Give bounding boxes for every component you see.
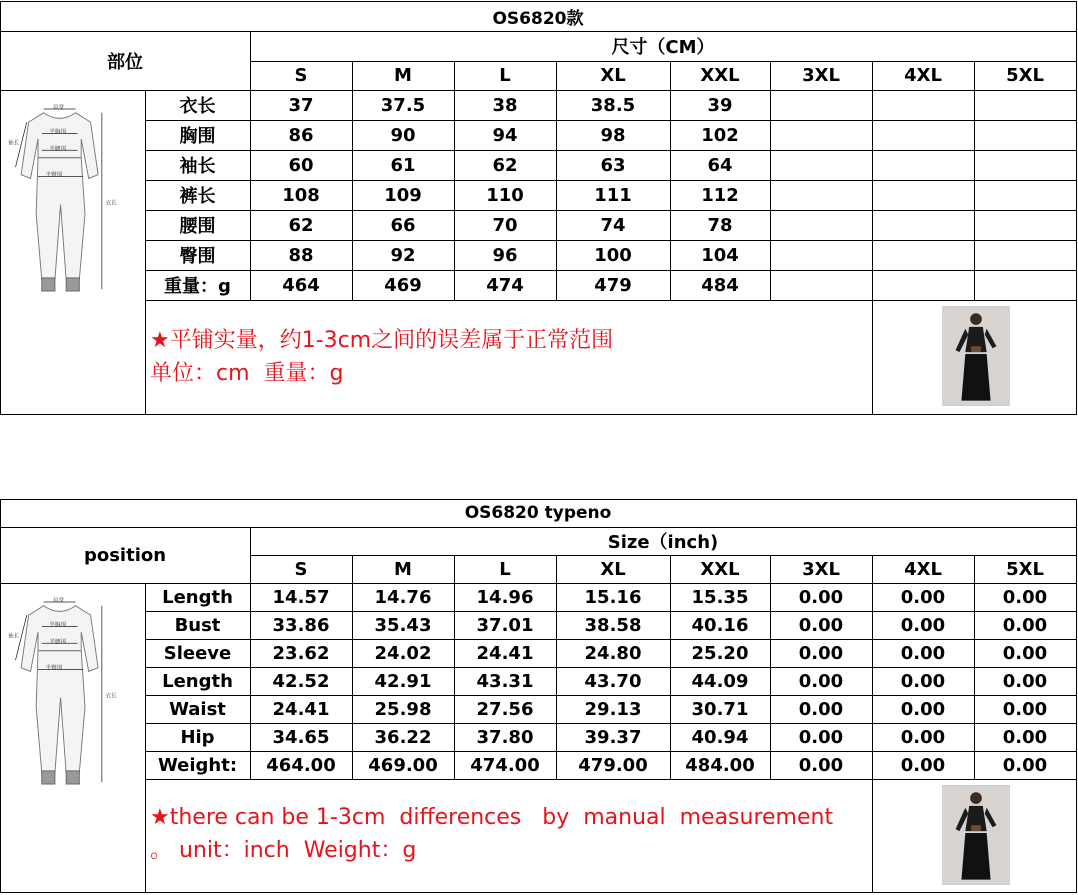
bottom-note-line1: ★there can be 1-3cm differences by manual measurement	[150, 805, 834, 830]
bottom-cell: 29.13	[584, 698, 642, 720]
top-note-line2: 单位：cm 重量：g	[150, 361, 344, 386]
grid-line	[872, 779, 873, 893]
bottom-cell: 0.00	[900, 726, 946, 748]
garment-measure-diagram	[8, 100, 130, 300]
grid-line	[0, 499, 1, 893]
bottom-cell: 0.00	[798, 670, 844, 692]
bottom-cell: 0.00	[1002, 698, 1048, 720]
bottom-cell: 0.00	[900, 614, 946, 636]
bottom-cell: 0.00	[900, 698, 946, 720]
top-cell: 61	[390, 154, 416, 176]
grid-line	[145, 611, 1077, 612]
bottom-position-label: position	[83, 544, 167, 566]
grid-line	[0, 1, 1, 415]
bottom-cell: 479.00	[578, 754, 648, 776]
top-cell	[974, 150, 1076, 180]
top-cell: 70	[492, 214, 518, 236]
top-size-col: S	[294, 65, 308, 86]
top-cell: 102	[701, 124, 739, 146]
top-cell: 104	[701, 244, 739, 266]
grid-line	[145, 667, 1077, 668]
bottom-cell: 40.94	[691, 726, 749, 748]
top-row-label: 重量：g	[164, 276, 231, 297]
top-cell: 464	[282, 274, 320, 296]
top-row-label: 腰围	[179, 216, 216, 237]
top-cell: 63	[600, 154, 626, 176]
grid-line	[145, 695, 1077, 696]
top-cell: 96	[492, 244, 518, 266]
top-cell	[770, 90, 872, 120]
top-size-col: M	[394, 65, 412, 86]
top-cell	[770, 270, 872, 300]
diagram-label-shoulder: 肩宽	[53, 104, 65, 111]
top-size-col: 5XL	[1006, 65, 1044, 86]
bottom-cell: 38.58	[584, 614, 642, 636]
bottom-size-header: Size（inch)	[607, 532, 719, 553]
grid-line	[145, 583, 146, 893]
top-note-line1: ★平铺实量，约1-3cm之间的误差属于正常范围	[150, 328, 614, 353]
top-row-label: 袖长	[179, 156, 216, 177]
bottom-cell: 464.00	[266, 754, 336, 776]
bottom-cell: 0.00	[900, 754, 946, 776]
top-cell: 90	[390, 124, 416, 146]
top-cell	[872, 210, 974, 240]
top-cell: 111	[594, 184, 632, 206]
bottom-cell: 40.16	[691, 614, 749, 636]
diagram-label-hip: 半臀围	[45, 665, 63, 672]
bottom-size-col: M	[394, 558, 412, 580]
bottom-row-label: Sleeve	[163, 642, 232, 664]
bottom-cell: 24.41	[272, 698, 330, 720]
top-cell: 98	[600, 124, 626, 146]
grid-line	[145, 751, 1077, 752]
bottom-cell: 0.00	[798, 754, 844, 776]
top-cell	[770, 150, 872, 180]
model-photo	[942, 785, 1010, 885]
top-cell: 38.5	[590, 94, 636, 116]
bottom-row-label: Waist	[169, 698, 226, 720]
top-cell	[974, 210, 1076, 240]
grid-line	[145, 639, 1077, 640]
bottom-cell: 0.00	[1002, 642, 1048, 664]
model-figure-icon	[942, 306, 1010, 406]
bottom-cell: 24.80	[584, 642, 642, 664]
grid-line	[145, 150, 1077, 151]
bottom-cell: 25.20	[691, 642, 749, 664]
diagram-label-hip: 半臀围	[45, 172, 63, 179]
top-cell: 479	[594, 274, 632, 296]
diagram-label-waist: 半腰围	[49, 146, 67, 153]
model-photo	[942, 306, 1010, 406]
bottom-cell: 0.00	[798, 614, 844, 636]
grid-line	[352, 555, 353, 780]
bottom-cell: 37.80	[476, 726, 534, 748]
diagram-label-waist: 半腰围	[49, 639, 67, 646]
grid-line	[0, 414, 1077, 415]
bottom-cell: 15.16	[584, 586, 642, 608]
top-cell: 38	[492, 94, 518, 116]
bottom-row-label: Weight:	[157, 754, 238, 776]
top-cell: 60	[288, 154, 314, 176]
top-cell: 37.5	[380, 94, 426, 116]
top-cell: 108	[282, 184, 320, 206]
diagram-label-bust: 半胸围	[49, 129, 67, 136]
grid-line	[145, 210, 1077, 211]
bottom-cell: 0.00	[1002, 586, 1048, 608]
top-title: OS6820款	[492, 8, 584, 29]
grid-line	[974, 555, 975, 780]
grid-line	[872, 555, 873, 780]
grid-line	[145, 779, 1077, 780]
bottom-cell: 0.00	[798, 698, 844, 720]
bottom-cell: 14.57	[272, 586, 330, 608]
grid-line	[770, 555, 771, 780]
grid-line	[145, 180, 1077, 181]
bottom-cell: 0.00	[1002, 670, 1048, 692]
grid-line	[556, 555, 557, 780]
bottom-cell: 23.62	[272, 642, 330, 664]
diagram-label-length: 衣长	[105, 693, 117, 700]
bottom-title: OS6820 typeno	[464, 503, 612, 523]
top-size-col: XL	[600, 65, 626, 86]
top-cell	[872, 180, 974, 210]
bottom-cell: 35.43	[374, 614, 432, 636]
grid-line	[1076, 1, 1077, 415]
bottom-row-label: Bust	[174, 614, 221, 636]
bottom-cell: 36.22	[374, 726, 432, 748]
top-cell: 64	[707, 154, 733, 176]
bottom-cell: 25.98	[374, 698, 432, 720]
top-cell	[974, 240, 1076, 270]
top-cell: 62	[288, 214, 314, 236]
top-cell	[872, 150, 974, 180]
grid-line	[872, 61, 873, 301]
top-cell: 109	[384, 184, 422, 206]
bottom-size-col: XL	[600, 558, 626, 580]
bottom-cell: 0.00	[798, 586, 844, 608]
bottom-cell: 39.37	[584, 726, 642, 748]
bottom-cell: 30.71	[691, 698, 749, 720]
top-cell	[872, 240, 974, 270]
top-row-label: 裤长	[179, 186, 216, 207]
bottom-cell: 0.00	[1002, 614, 1048, 636]
bottom-cell: 0.00	[798, 726, 844, 748]
top-cell: 39	[707, 94, 733, 116]
bottom-cell: 0.00	[900, 642, 946, 664]
bottom-cell: 24.41	[476, 642, 534, 664]
bottom-note-line2: 。 unit：inch Weight：g	[150, 838, 417, 863]
top-size-col: 3XL	[802, 65, 840, 86]
grid-line	[250, 527, 251, 780]
top-position-label: 部位	[107, 51, 143, 73]
bottom-cell: 14.96	[476, 586, 534, 608]
grid-line	[145, 240, 1077, 241]
top-size-header: 尺寸（CM）	[611, 37, 715, 58]
top-cell	[974, 180, 1076, 210]
grid-line	[0, 892, 1077, 893]
bottom-size-col: 4XL	[904, 558, 942, 580]
bottom-cell: 33.86	[272, 614, 330, 636]
bottom-cell: 37.01	[476, 614, 534, 636]
top-cell: 112	[701, 184, 739, 206]
top-cell	[872, 270, 974, 300]
bottom-cell: 0.00	[798, 642, 844, 664]
bottom-cell: 34.65	[272, 726, 330, 748]
bottom-cell: 484.00	[685, 754, 755, 776]
grid-line	[872, 300, 873, 415]
bottom-cell: 0.00	[900, 670, 946, 692]
bottom-size-col: L	[499, 558, 511, 580]
model-figure-icon	[942, 785, 1010, 885]
diagram-label-length: 衣长	[105, 200, 117, 207]
bottom-cell: 469.00	[368, 754, 438, 776]
grid-line	[352, 61, 353, 301]
grid-line	[454, 555, 455, 780]
grid-line	[145, 723, 1077, 724]
grid-line	[145, 90, 146, 415]
bottom-row-label: Hip	[180, 726, 215, 748]
bottom-cell: 14.76	[374, 586, 432, 608]
bottom-cell: 24.02	[374, 642, 432, 664]
grid-line	[670, 555, 671, 780]
grid-line	[770, 61, 771, 301]
bottom-cell: 27.56	[476, 698, 534, 720]
top-cell: 37	[288, 94, 314, 116]
bottom-cell: 0.00	[1002, 754, 1048, 776]
top-cell: 62	[492, 154, 518, 176]
bottom-size-col: S	[294, 558, 308, 580]
bottom-cell: 44.09	[691, 670, 749, 692]
top-cell: 110	[486, 184, 524, 206]
top-cell	[872, 120, 974, 150]
top-cell: 474	[486, 274, 524, 296]
grid-line	[974, 61, 975, 301]
bottom-cell: 15.35	[691, 586, 749, 608]
grid-line	[250, 31, 251, 301]
top-cell: 484	[701, 274, 739, 296]
top-cell	[770, 240, 872, 270]
diagram-label-sleeve: 袖长	[8, 633, 20, 640]
top-cell: 92	[390, 244, 416, 266]
top-cell: 78	[707, 214, 733, 236]
bottom-cell: 43.70	[584, 670, 642, 692]
top-size-col: 4XL	[904, 65, 942, 86]
grid-line	[454, 61, 455, 301]
top-cell: 66	[390, 214, 416, 236]
bottom-cell: 474.00	[470, 754, 540, 776]
bottom-cell: 43.31	[476, 670, 534, 692]
grid-line	[145, 120, 1077, 121]
diagram-label-sleeve: 袖长	[8, 140, 20, 147]
grid-line	[556, 61, 557, 301]
grid-line	[145, 300, 1077, 301]
top-row-label: 衣长	[179, 96, 216, 117]
grid-line	[670, 61, 671, 301]
bottom-cell: 42.52	[272, 670, 330, 692]
top-cell	[770, 210, 872, 240]
bottom-row-label: Length	[162, 586, 233, 608]
top-cell: 469	[384, 274, 422, 296]
top-size-col: XXL	[700, 65, 740, 86]
bottom-cell: 0.00	[1002, 726, 1048, 748]
bottom-cell: 0.00	[900, 586, 946, 608]
top-cell	[770, 180, 872, 210]
top-cell: 88	[288, 244, 314, 266]
grid-line	[1076, 499, 1077, 893]
diagram-label-shoulder: 肩宽	[53, 597, 65, 604]
top-cell: 86	[288, 124, 314, 146]
bottom-size-col: XXL	[700, 558, 740, 580]
top-cell	[872, 90, 974, 120]
top-cell	[974, 90, 1076, 120]
top-cell: 100	[594, 244, 632, 266]
top-cell	[974, 120, 1076, 150]
bottom-cell: 42.91	[374, 670, 432, 692]
top-row-label: 臀围	[179, 246, 216, 267]
bottom-row-label: Length	[162, 670, 233, 692]
garment-measure-diagram	[8, 593, 130, 793]
bottom-size-col: 3XL	[802, 558, 840, 580]
bottom-size-col: 5XL	[1006, 558, 1044, 580]
top-cell	[974, 270, 1076, 300]
diagram-label-bust: 半胸围	[49, 622, 67, 629]
top-cell: 94	[492, 124, 518, 146]
top-cell	[770, 120, 872, 150]
top-row-label: 胸围	[179, 126, 216, 147]
top-cell: 74	[600, 214, 626, 236]
top-size-col: L	[499, 65, 511, 86]
grid-line	[145, 270, 1077, 271]
